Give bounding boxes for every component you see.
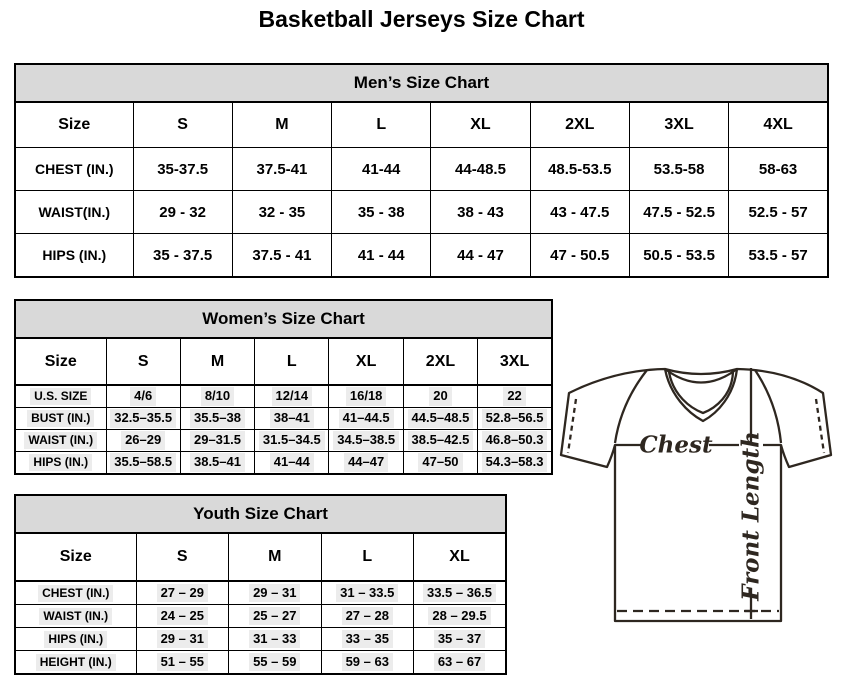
cell-text: 44–47 xyxy=(344,453,388,471)
column-header: 3XL xyxy=(478,338,552,385)
cell-text: 31 – 33.5 xyxy=(336,584,398,602)
table-cell xyxy=(329,452,403,475)
table-cell: 41-44 xyxy=(332,148,431,191)
cell-text: 24 – 25 xyxy=(157,607,208,625)
mens-header-row xyxy=(15,102,828,148)
table-cell: 43 - 47.5 xyxy=(530,191,629,234)
cell-text: 44.5–48.5 xyxy=(408,409,474,427)
youth-table-title: Youth Size Chart xyxy=(15,495,506,533)
table-cell xyxy=(414,651,507,675)
cell-text: 55 – 59 xyxy=(249,653,300,671)
cell-text: 27 – 28 xyxy=(342,607,393,625)
table-cell xyxy=(478,430,552,452)
row-label: WAIST(IN.) xyxy=(15,191,133,234)
table-cell xyxy=(180,430,254,452)
row-label-text: HIPS (IN.) xyxy=(29,454,92,471)
table-cell xyxy=(403,385,477,408)
table-cell: 32 - 35 xyxy=(232,191,331,234)
column-header: L xyxy=(332,102,431,148)
page-title: Basketball Jerseys Size Chart xyxy=(258,6,585,32)
table-cell xyxy=(180,452,254,475)
table-cell xyxy=(106,430,180,452)
table-cell xyxy=(414,605,507,628)
column-header: Size xyxy=(15,533,136,581)
table-row xyxy=(15,191,828,234)
column-header: S xyxy=(136,533,229,581)
row-label xyxy=(15,581,136,605)
table-cell xyxy=(229,581,322,605)
column-header: S xyxy=(106,338,180,385)
cell-text: 34.5–38.5 xyxy=(333,431,399,449)
row-label: CHEST (IN.) xyxy=(15,148,133,191)
cell-text: 20 xyxy=(429,387,451,405)
table-cell xyxy=(403,452,477,475)
chest-measurement-label: Chest xyxy=(639,431,713,459)
cell-text: 26–29 xyxy=(121,431,165,449)
cell-text: 63 – 67 xyxy=(434,653,485,671)
table-row xyxy=(15,430,552,452)
table-cell xyxy=(106,452,180,475)
table-cell: 35 - 38 xyxy=(332,191,431,234)
cell-text: 31.5–34.5 xyxy=(259,431,325,449)
table-cell: 35-37.5 xyxy=(133,148,232,191)
cell-text: 41–44.5 xyxy=(339,409,394,427)
column-header: 4XL xyxy=(729,102,828,148)
cell-text: 59 – 63 xyxy=(342,653,393,671)
table-cell: 50.5 - 53.5 xyxy=(629,234,728,278)
cell-text: 29–31.5 xyxy=(190,431,245,449)
table-cell xyxy=(255,385,329,408)
womens-header-row xyxy=(15,338,552,385)
row-label-text: U.S. SIZE xyxy=(30,388,91,405)
cell-text: 33.5 – 36.5 xyxy=(423,584,496,602)
table-cell xyxy=(414,628,507,651)
column-header: M xyxy=(232,102,331,148)
column-header: XL xyxy=(414,533,507,581)
cell-text: 28 – 29.5 xyxy=(428,607,490,625)
table-cell: 37.5 - 41 xyxy=(232,234,331,278)
cell-text: 35.5–58.5 xyxy=(110,453,176,471)
table-cell xyxy=(329,385,403,408)
cell-text: 8/10 xyxy=(201,387,234,405)
cell-text: 52.8–56.5 xyxy=(482,409,548,427)
jersey-outline xyxy=(561,369,831,621)
cell-text: 51 – 55 xyxy=(157,653,208,671)
table-cell: 37.5-41 xyxy=(232,148,331,191)
table-row xyxy=(15,408,552,430)
column-header: Size xyxy=(15,338,106,385)
table-cell xyxy=(180,408,254,430)
row-label xyxy=(15,628,136,651)
column-header: M xyxy=(180,338,254,385)
row-label-text: HIPS (IN.) xyxy=(44,631,107,648)
column-header: 2XL xyxy=(530,102,629,148)
table-row xyxy=(15,581,506,605)
row-label-text: WAIST (IN.) xyxy=(39,608,112,625)
row-label-text: WAIST (IN.) xyxy=(24,432,97,449)
table-cell: 53.5-58 xyxy=(629,148,728,191)
row-label-text: CHEST (IN.) xyxy=(38,585,113,602)
cell-text: 38.5–42.5 xyxy=(408,431,474,449)
table-cell xyxy=(136,651,229,675)
column-header: 2XL xyxy=(403,338,477,385)
cell-text: 32.5–35.5 xyxy=(110,409,176,427)
cell-text: 29 – 31 xyxy=(249,584,300,602)
cell-text: 54.3–58.3 xyxy=(482,453,548,471)
table-cell: 47 - 50.5 xyxy=(530,234,629,278)
cell-text: 35.5–38 xyxy=(190,409,245,427)
table-cell xyxy=(403,430,477,452)
column-header: L xyxy=(321,533,414,581)
mens-size-table xyxy=(14,63,829,278)
front-length-measurement-label: Front Length xyxy=(737,431,765,601)
row-label xyxy=(15,385,106,408)
table-cell xyxy=(106,385,180,408)
table-row xyxy=(15,651,506,675)
table-cell xyxy=(321,605,414,628)
cell-text: 46.8–50.3 xyxy=(482,431,548,449)
table-cell xyxy=(180,385,254,408)
table-cell xyxy=(255,408,329,430)
table-cell: 52.5 - 57 xyxy=(729,191,828,234)
table-cell: 58-63 xyxy=(729,148,828,191)
table-cell xyxy=(329,408,403,430)
youth-title-row xyxy=(15,495,506,533)
cell-text: 38–41 xyxy=(270,409,314,427)
table-cell xyxy=(478,408,552,430)
cell-text: 4/6 xyxy=(130,387,156,405)
row-label xyxy=(15,430,106,452)
column-header: XL xyxy=(329,338,403,385)
table-cell xyxy=(414,581,507,605)
table-cell xyxy=(106,408,180,430)
table-cell: 48.5-53.5 xyxy=(530,148,629,191)
cell-text: 12/14 xyxy=(272,387,313,405)
table-cell xyxy=(136,605,229,628)
table-cell xyxy=(229,628,322,651)
cell-text: 25 – 27 xyxy=(249,607,300,625)
table-cell xyxy=(136,581,229,605)
row-label-text: BUST (IN.) xyxy=(27,410,94,427)
column-header: 3XL xyxy=(629,102,728,148)
cell-text: 35 – 37 xyxy=(434,630,485,648)
cell-text: 33 – 35 xyxy=(342,630,393,648)
table-cell xyxy=(321,628,414,651)
table-row xyxy=(15,452,552,475)
column-header: S xyxy=(133,102,232,148)
cell-text: 16/18 xyxy=(346,387,387,405)
table-cell xyxy=(329,430,403,452)
cell-text: 38.5–41 xyxy=(190,453,245,471)
womens-size-table xyxy=(14,299,553,475)
table-cell xyxy=(255,430,329,452)
youth-size-table xyxy=(14,494,507,675)
row-label xyxy=(15,651,136,675)
table-cell: 35 - 37.5 xyxy=(133,234,232,278)
cell-text: 22 xyxy=(503,387,525,405)
womens-title-row xyxy=(15,300,552,338)
table-cell xyxy=(403,408,477,430)
jersey-diagram xyxy=(555,353,837,635)
cell-text: 31 – 33 xyxy=(249,630,300,648)
table-cell xyxy=(321,651,414,675)
column-header: XL xyxy=(431,102,530,148)
cell-text: 29 – 31 xyxy=(157,630,208,648)
row-label xyxy=(15,452,106,475)
table-cell: 44-48.5 xyxy=(431,148,530,191)
row-label xyxy=(15,408,106,430)
table-row xyxy=(15,385,552,408)
table-cell xyxy=(478,452,552,475)
table-cell xyxy=(255,452,329,475)
mens-table-title: Men’s Size Chart xyxy=(15,64,828,102)
row-label-text: HEIGHT (IN.) xyxy=(36,654,116,671)
table-cell: 41 - 44 xyxy=(332,234,431,278)
mens-title-row xyxy=(15,64,828,102)
table-cell: 29 - 32 xyxy=(133,191,232,234)
cell-text: 27 – 29 xyxy=(157,584,208,602)
column-header: L xyxy=(255,338,329,385)
table-row xyxy=(15,628,506,651)
table-cell: 44 - 47 xyxy=(431,234,530,278)
table-cell xyxy=(229,605,322,628)
cell-text: 41–44 xyxy=(270,453,314,471)
cell-text: 47–50 xyxy=(418,453,462,471)
row-label: HIPS (IN.) xyxy=(15,234,133,278)
table-cell xyxy=(478,385,552,408)
table-cell: 53.5 - 57 xyxy=(729,234,828,278)
table-row xyxy=(15,605,506,628)
table-row xyxy=(15,234,828,278)
table-cell: 47.5 - 52.5 xyxy=(629,191,728,234)
womens-table-title: Women’s Size Chart xyxy=(15,300,552,338)
row-label xyxy=(15,605,136,628)
table-cell xyxy=(229,651,322,675)
table-cell xyxy=(136,628,229,651)
table-cell: 38 - 43 xyxy=(431,191,530,234)
table-row xyxy=(15,148,828,191)
column-header: Size xyxy=(15,102,133,148)
table-cell xyxy=(321,581,414,605)
youth-header-row xyxy=(15,533,506,581)
column-header: M xyxy=(229,533,322,581)
